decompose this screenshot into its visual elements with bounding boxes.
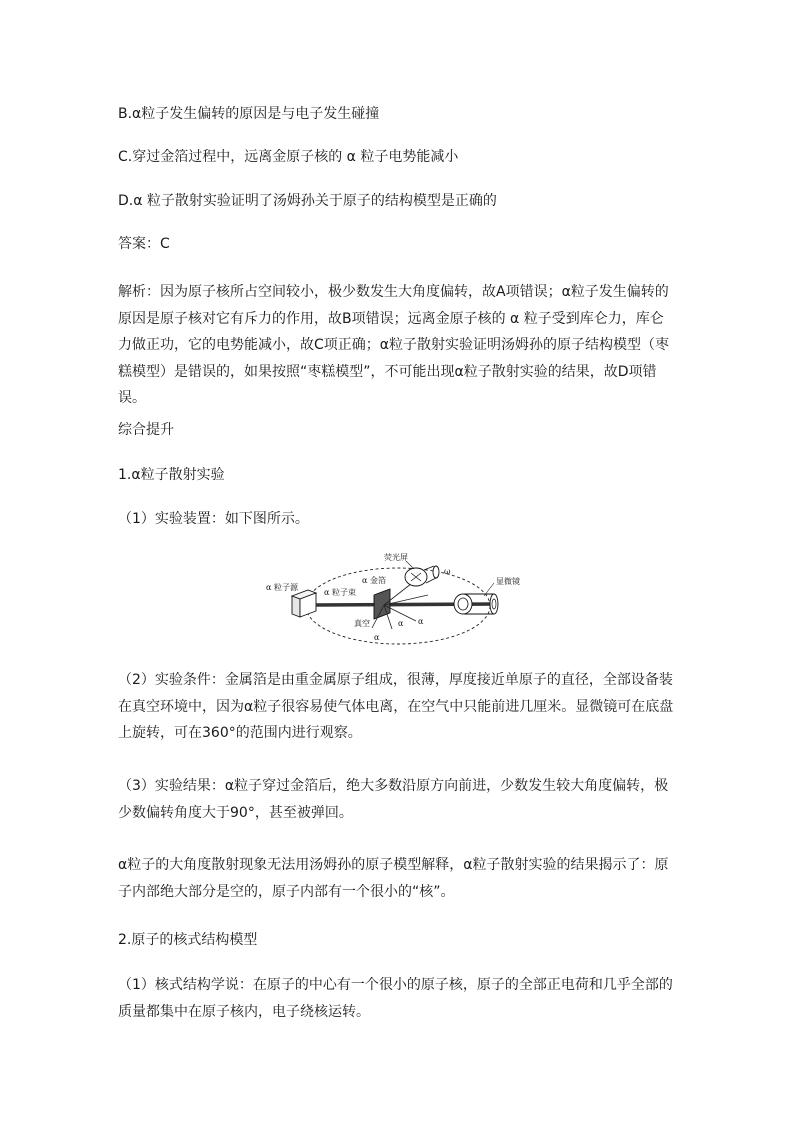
label-omega: ω (444, 567, 451, 576)
analysis-paragraph: 解析：因为原子核所占空间较小，极少数发生大角度偏转，故A项错误；α粒子发生偏转的原因是原子核对它有斥力的作用，故B项错误；远离金原子核的 α 粒子受到库仑力，库仑力做正功，它的电势能减小，故C项正确；α粒子散射实验证明汤姆孙的原子结构模型（枣糕模型）是错误的，如果按照“枣糕模型”，不可能出现α粒子散射实验的结果，故D项错误。 (118, 284, 670, 406)
label-vacuum: 真空 (354, 619, 370, 628)
subheading-alpha-scattering: 1.α粒子散射实验 (118, 467, 225, 483)
label-screen: 荧光屏 (384, 553, 408, 562)
conditions-paragraph: （2）实验条件：金属箔是由重金属原子组成，很薄，厚度接近单原子的直径，全部设备装在真空环境中，因为α粒子很容易使气体电离，在空气中只能前进几厘米。显微镜可在底盘上旋转，可在360°的范围内进行观察。 (118, 672, 674, 741)
section-heading: 综合提升 (118, 422, 174, 438)
conclusion-paragraph: α粒子的大角度散射现象无法用汤姆孙的原子模型解释，α粒子散射实验的结果揭示了：原子内部绝大部分是空的，原子内部有一个很小的“核”。 (118, 857, 669, 900)
option-b-line: B.α粒子发生偏转的原因是与电子发生碰撞 (118, 106, 380, 122)
label-gold-foil: α 金箔 (362, 576, 386, 585)
label-alpha-2: α (398, 619, 404, 628)
nuclear-model-paragraph: （1）核式结构学说：在原子的中心有一个很小的原子核，原子的全部正电荷和几乎全部的质量都集中在原子核内，电子绕核运转。 (118, 977, 673, 1020)
scattering-apparatus-figure (266, 550, 528, 652)
option-c-line: C.穿过金箔过程中，远离金原子核的 α 粒子电势能减小 (118, 149, 459, 165)
results-paragraph: （3）实验结果：α粒子穿过金箔后，绝大多数沿原方向前进，少数发生较大角度偏转，极少数偏转角度大于90°，甚至被弹回。 (118, 778, 669, 821)
label-microscope: 显微镜 (496, 577, 520, 586)
label-alpha-beam: α 粒子束 (324, 588, 356, 597)
label-alpha-1: α (374, 633, 380, 642)
alpha-source-box (292, 590, 316, 617)
label-alpha-3: α (418, 617, 424, 626)
label-alpha-source: α 粒子源 (266, 583, 298, 592)
option-d-line: D.α 粒子散射实验证明了汤姆孙关于原子的结构模型是正确的 (118, 193, 497, 209)
fluorescent-screen (405, 566, 439, 586)
subheading-nuclear-model: 2.原子的核式结构模型 (118, 932, 258, 948)
answer-line: 答案：C (118, 236, 170, 252)
setup-line: （1）实验装置：如下图所示。 (118, 511, 309, 527)
